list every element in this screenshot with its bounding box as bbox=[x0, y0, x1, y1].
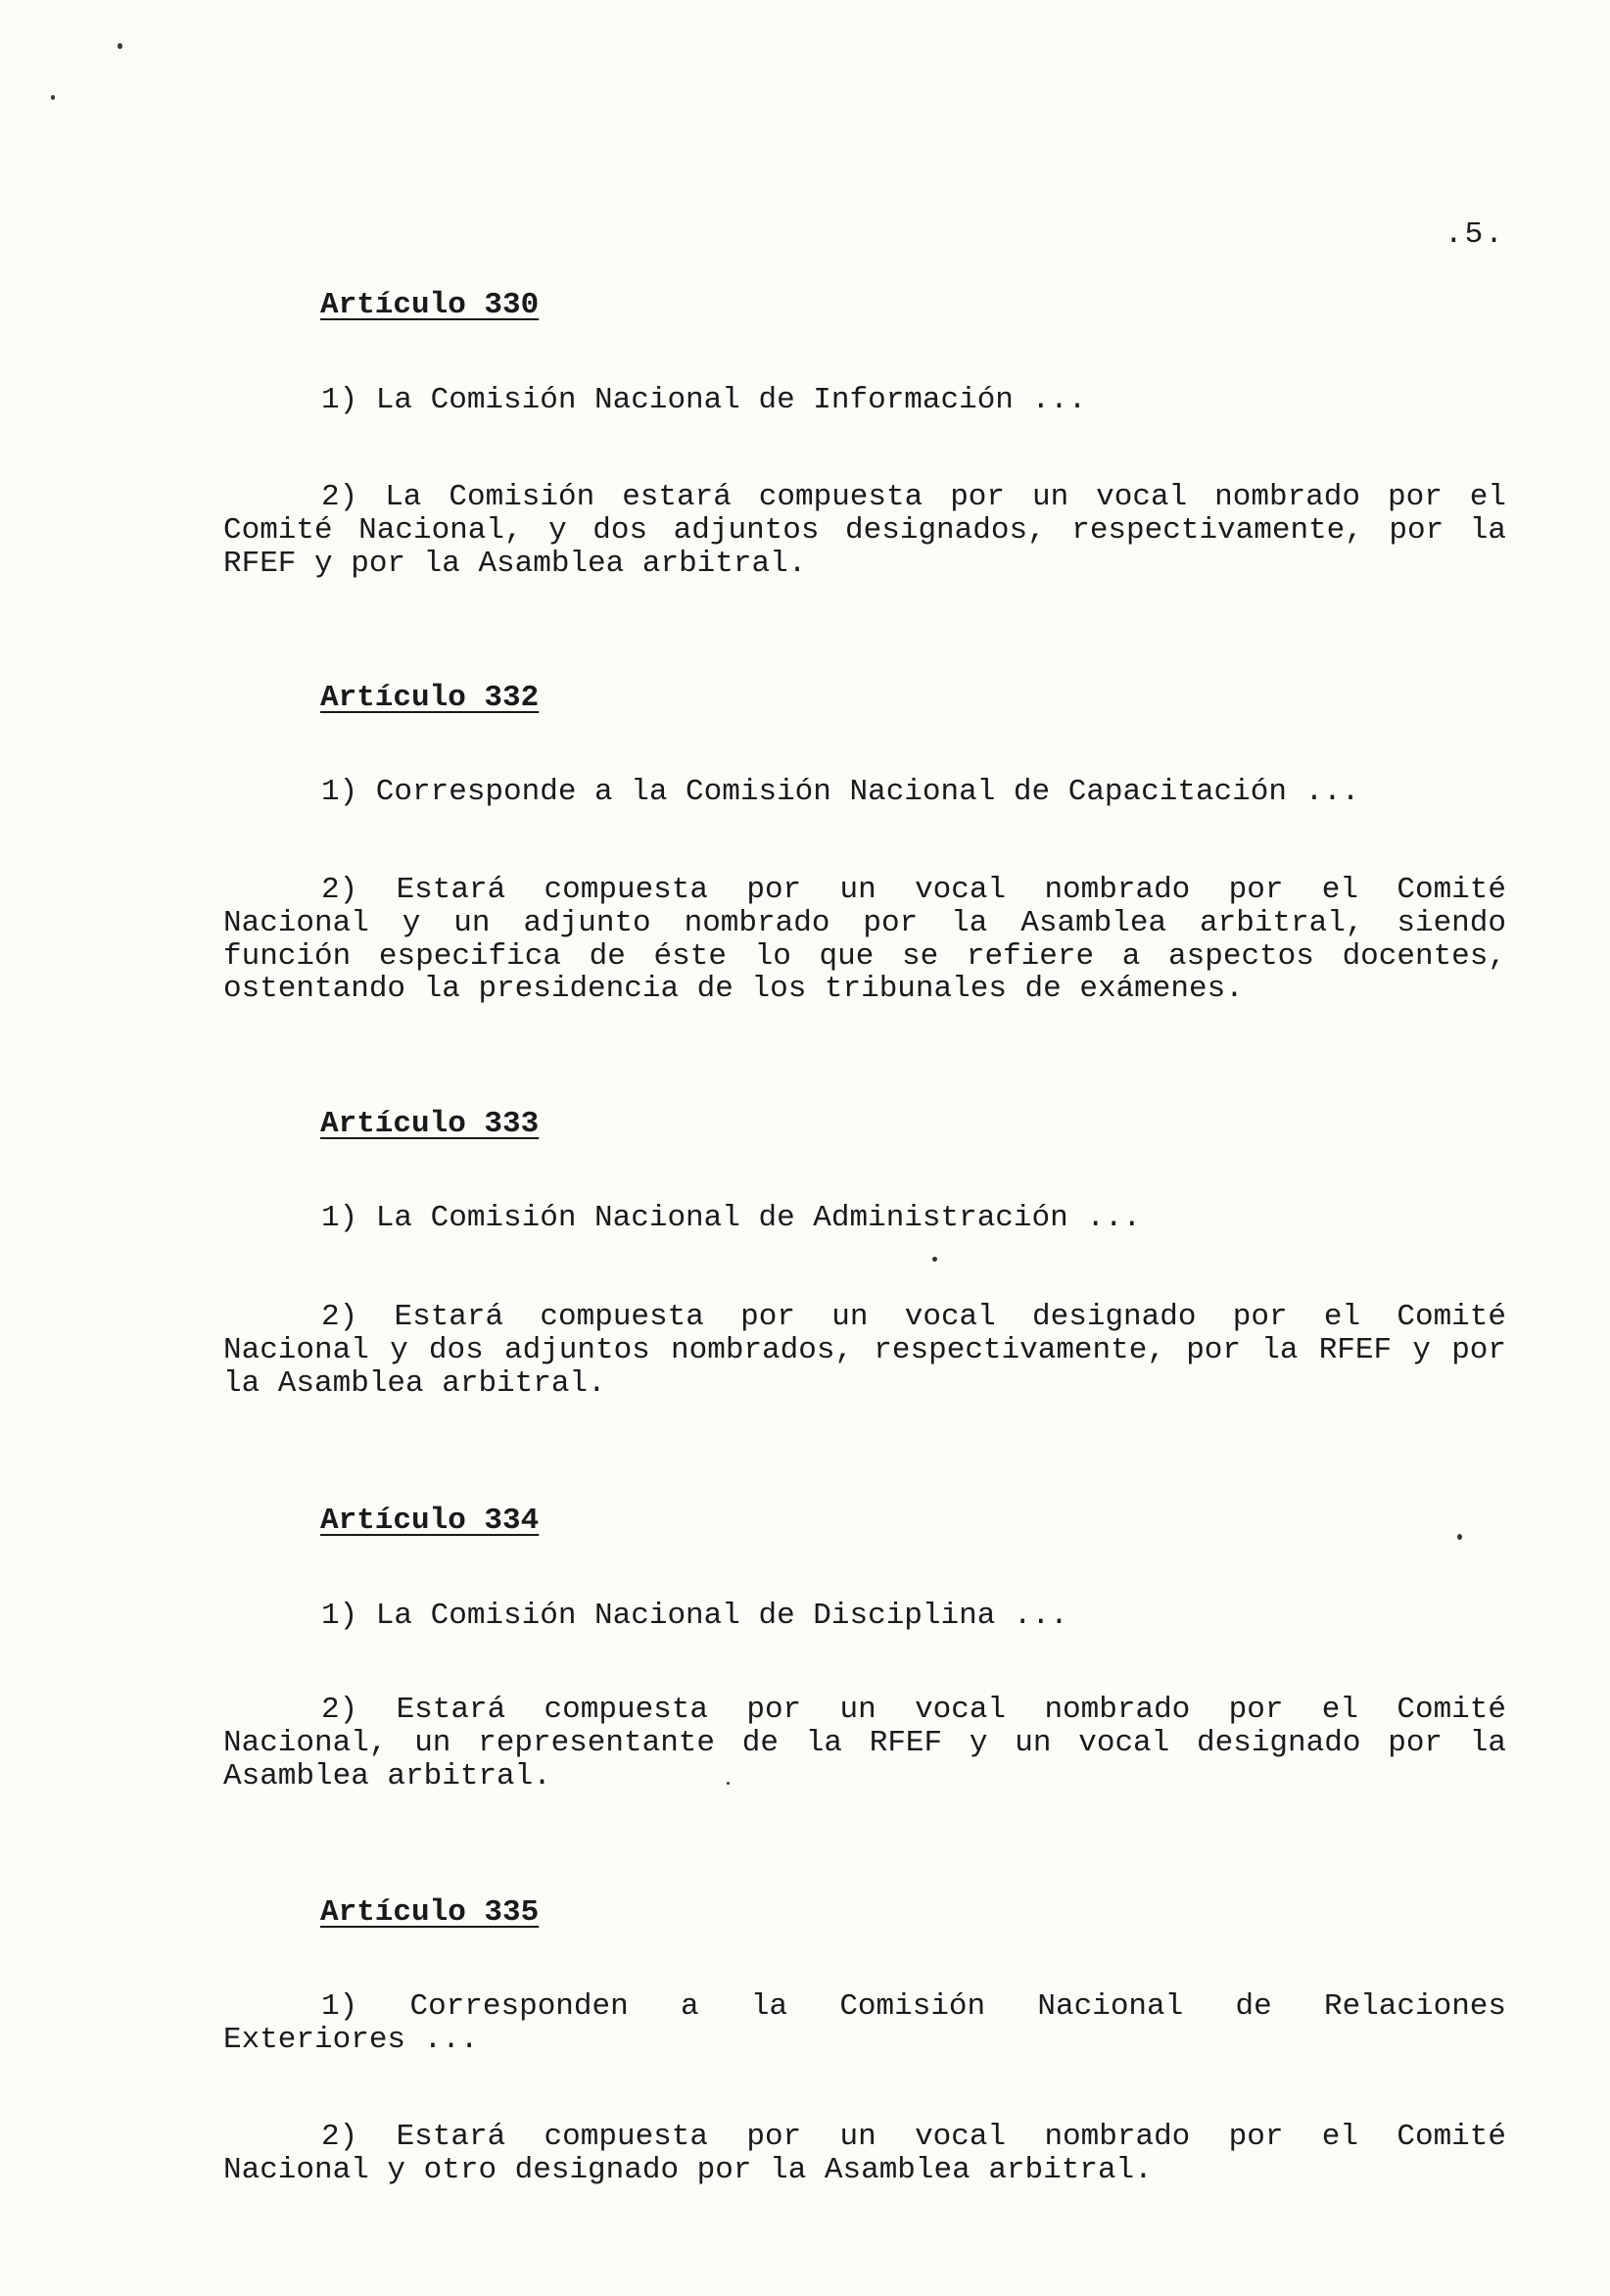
page-number: .5. bbox=[1444, 217, 1505, 252]
paragraph-rest: Nacional y otro designado por la Asamblea arbitral. bbox=[223, 2152, 1153, 2187]
article-heading: Artículo 333 bbox=[320, 1107, 540, 1141]
article-heading: Artículo 332 bbox=[320, 681, 540, 715]
article-heading: Artículo 330 bbox=[320, 288, 540, 322]
article-paragraph-2 bbox=[223, 2121, 1506, 2187]
scan-speck bbox=[1457, 1534, 1462, 1540]
scan-speck bbox=[932, 1257, 937, 1262]
paragraph-first-line: 1) Corresponden a la Comisión Nacional de Relaciones bbox=[321, 1989, 1506, 2024]
article-heading: Artículo 334 bbox=[320, 1504, 540, 1538]
paragraph-rest: Nacional, un representante de la RFEF y un vocal designado por la Asamblea arbitral. bbox=[223, 1725, 1506, 1794]
article-paragraph-2 bbox=[223, 1694, 1506, 1793]
paragraph-first-line: 2) Estará compuesta por un vocal nombrado por el Comité bbox=[321, 2120, 1506, 2154]
paragraph-rest: Comité Nacional, y dos adjuntos designados, respectivamente, por la RFEF y por la Asamblea arbitral. bbox=[223, 512, 1506, 581]
paragraph-first-line: 2) Estará compuesta por un vocal nombrado por el Comité bbox=[321, 873, 1506, 907]
article-paragraph-2 bbox=[223, 874, 1506, 1006]
article-paragraph-1 bbox=[223, 1990, 1506, 2057]
article-paragraph-1: 1) La Comisión Nacional de Administración ... bbox=[321, 1201, 1142, 1235]
article-paragraph-1: 1) Corresponde a la Comisión Nacional de Capacitación ... bbox=[321, 775, 1360, 809]
paragraph-first-line: 2) Estará compuesta por un vocal nombrado por el Comité bbox=[321, 1693, 1506, 1727]
scan-speck bbox=[51, 95, 55, 100]
paragraph-first-line: 2) La Comisión estará compuesta por un vocal nombrado por el bbox=[321, 480, 1506, 514]
article-paragraph-2 bbox=[223, 1301, 1506, 1400]
article-paragraph-1: 1) La Comisión Nacional de Disciplina ... bbox=[321, 1599, 1068, 1633]
article-heading: Artículo 335 bbox=[320, 1895, 540, 1930]
paragraph-rest: Nacional y un adjunto nombrado por la Asamblea arbitral, siendo función especifica de éste lo que se refiere a aspectos docentes, ostentando la presidencia de los tribunales de exámenes. bbox=[223, 905, 1506, 1007]
article-paragraph-1: 1) La Comisión Nacional de Información ... bbox=[321, 383, 1087, 417]
scan-speck bbox=[118, 43, 122, 49]
article-paragraph-2 bbox=[223, 481, 1506, 580]
paragraph-rest: Exteriores ... bbox=[223, 2022, 479, 2057]
paragraph-rest: Nacional y dos adjuntos nombrados, respectivamente, por la RFEF y por la Asamblea arbitral. bbox=[223, 1332, 1506, 1401]
paragraph-first-line: 2) Estará compuesta por un vocal designado por el Comité bbox=[321, 1300, 1506, 1334]
